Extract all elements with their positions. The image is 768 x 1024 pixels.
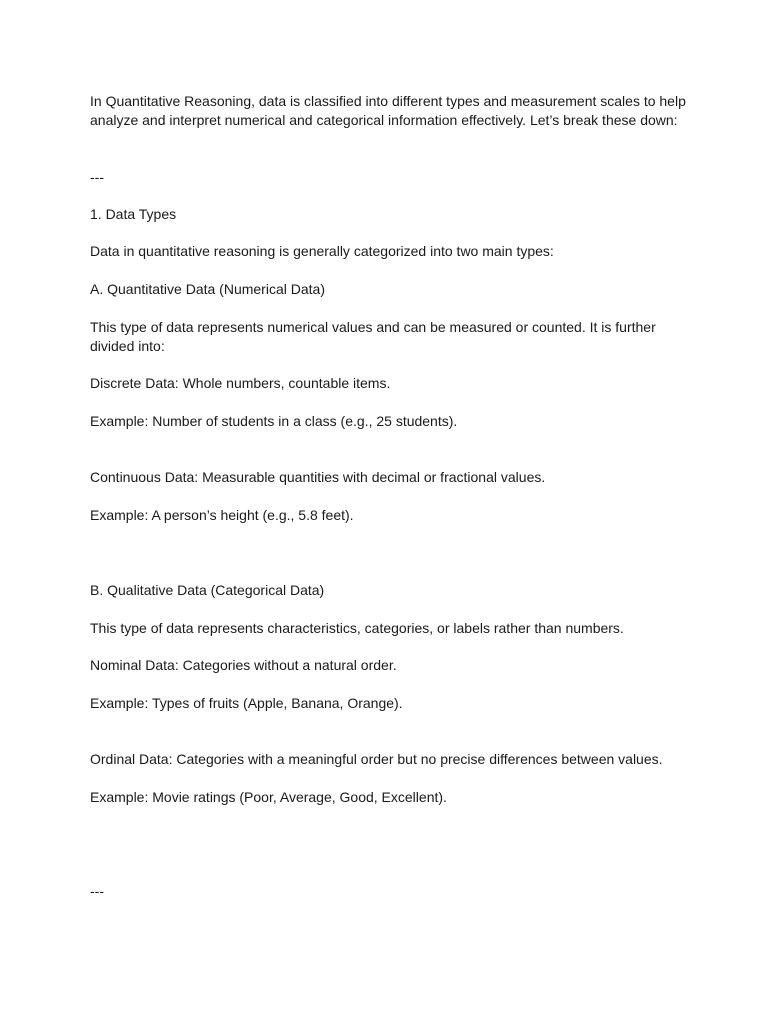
- discrete-data-example: Example: Number of students in a class (e.g., 25 students).: [90, 413, 458, 429]
- section-heading-data-types: 1. Data Types: [90, 206, 177, 222]
- continuous-data-definition: Continuous Data: Measurable quantities with decimal or fractional values.: [90, 469, 546, 485]
- subheading-qualitative-data: B. Qualitative Data (Categorical Data): [90, 582, 325, 598]
- subheading-quantitative-data: A. Quantitative Data (Numerical Data): [90, 281, 325, 297]
- qualitative-description: This type of data represents characteristics, categories, or labels rather than numbers.: [90, 620, 624, 636]
- ordinal-data-example: Example: Movie ratings (Poor, Average, Good, Excellent).: [90, 789, 447, 805]
- ordinal-data-definition: Ordinal Data: Categories with a meaningful order but no precise differences between values.: [90, 751, 663, 767]
- nominal-data-definition: Nominal Data: Categories without a natural order.: [90, 657, 397, 673]
- separator: ---: [90, 169, 104, 185]
- nominal-data-example: Example: Types of fruits (Apple, Banana, Orange).: [90, 695, 403, 711]
- discrete-data-definition: Discrete Data: Whole numbers, countable items.: [90, 375, 391, 391]
- section-lead-paragraph: Data in quantitative reasoning is generally categorized into two main types:: [90, 243, 554, 259]
- separator: ---: [90, 883, 104, 899]
- quantitative-description: This type of data represents numerical values and can be measured or counted. It is further divided into:: [90, 319, 656, 354]
- intro-paragraph: In Quantitative Reasoning, data is classified into different types and measurement scales to help analyze and interpret numerical and categorical information effectively. Let’s break these down:: [90, 93, 686, 128]
- continuous-data-example: Example: A person’s height (e.g., 5.8 feet).: [90, 507, 354, 523]
